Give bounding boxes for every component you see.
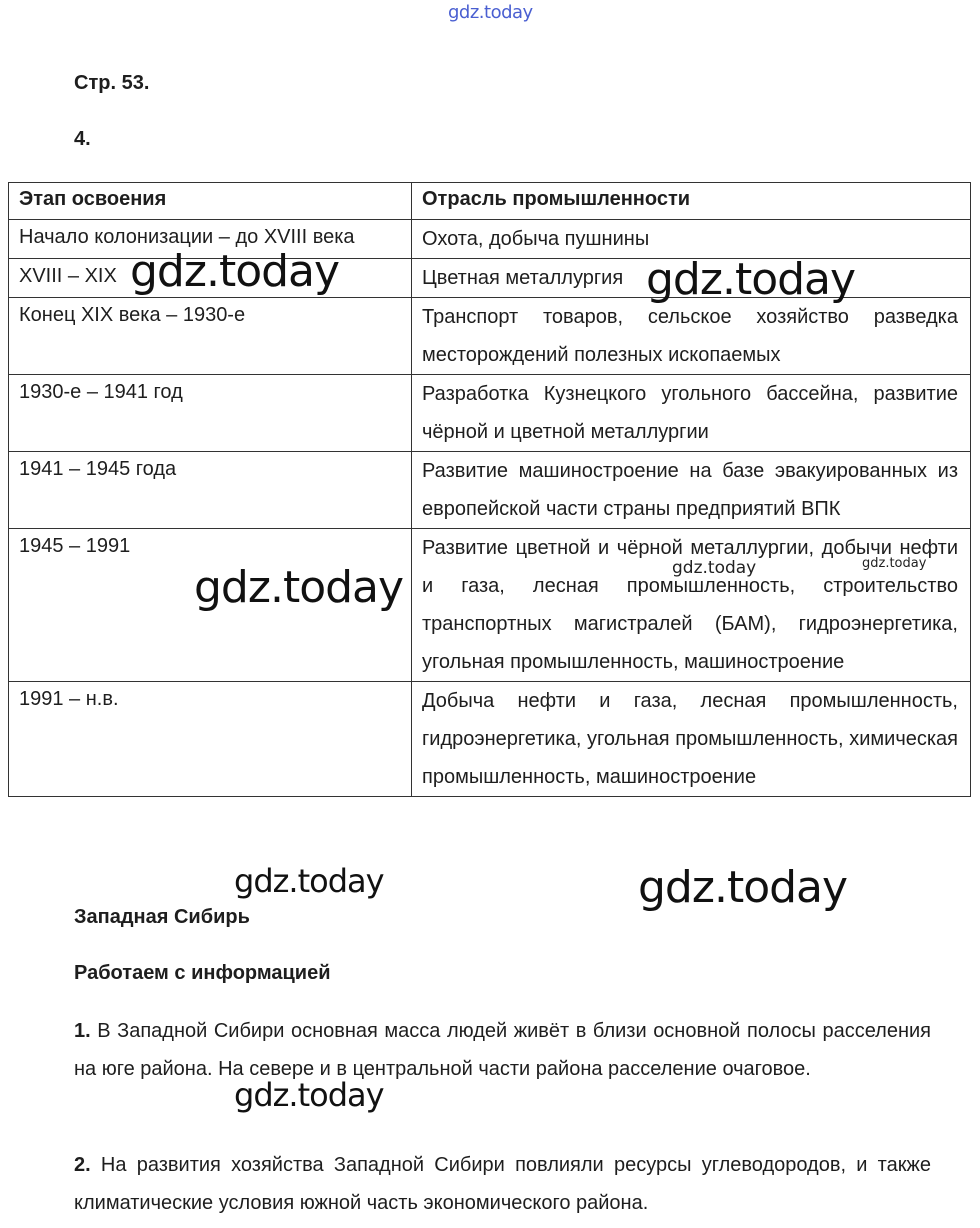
stage-cell: Начало колонизации – до XVIII века [9, 220, 412, 259]
industry-cell: Разработка Кузнецкого угольного бассейна, развитие чёрной и цветной металлургии [412, 375, 971, 452]
header-stage: Этап освоения [9, 183, 412, 220]
industry-cell: Развитие цветной и чёрной металлургии, добычи нефти и газа, лесная промышленность, строительство транспортных магистралей (БАМ), гидроэнергетика, угольная промышленность, машиностроение [412, 529, 971, 682]
watermark-small: gdz.today [862, 556, 927, 571]
table-row [9, 529, 971, 682]
table-row [9, 682, 971, 797]
watermark: gdz.today [194, 562, 404, 613]
watermark: gdz.today [234, 1076, 384, 1114]
stage-cell: 1941 – 1945 года [9, 452, 412, 529]
stage-cell: XVIII – XIX [9, 259, 412, 298]
industry-cell: Развитие машиностроение на базе эвакуированных из европейской части страны предприятий ВПК [412, 452, 971, 529]
stage-cell: 1930-е – 1941 год [9, 375, 412, 452]
task-number: 4. [74, 128, 91, 150]
table-row [9, 298, 971, 375]
answer-2 [74, 1146, 931, 1222]
stage-cell: 1945 – 1991 [9, 529, 412, 682]
stage-cell: Конец XIX века – 1930-е [9, 298, 412, 375]
watermark: gdz.today [638, 862, 848, 913]
answer-number: 1. [74, 1020, 91, 1042]
page-reference: Стр. 53. [74, 72, 150, 94]
section-title: Западная Сибирь [74, 906, 250, 928]
answer-text: В Западной Сибири основная масса людей живёт в близи основной полосы расселения на юге района. На севере и в центральной части района расселение очаговое. [74, 1020, 931, 1080]
watermark: gdz.today [646, 254, 856, 305]
industry-cell: Добыча нефти и газа, лесная промышленность, гидроэнергетика, угольная промышленность, химическая промышленность, машиностроение [412, 682, 971, 797]
watermark-top: gdz.today [448, 2, 533, 23]
watermark: gdz.today [130, 246, 340, 297]
stage-cell: 1991 – н.в. [9, 682, 412, 797]
table-row [9, 375, 971, 452]
industry-cell: Охота, добыча пушнины [412, 220, 971, 259]
industry-cell: Транспорт товаров, сельское хозяйство разведка месторождений полезных ископаемых [412, 298, 971, 375]
industry-cell: Цветная металлургия [412, 259, 971, 298]
answer-1 [74, 1012, 931, 1088]
header-industry: Отрасль промышленности [412, 183, 971, 220]
subsection-title: Работаем с информацией [74, 962, 331, 984]
answer-text: На развития хозяйства Западной Сибири повлияли ресурсы углеводородов, и также климатические условия южной часть экономического района. [74, 1154, 931, 1214]
watermark-small: gdz.today [672, 558, 757, 578]
table-row [9, 452, 971, 529]
table-header-row [9, 183, 971, 220]
watermark: gdz.today [234, 862, 384, 900]
answer-number: 2. [74, 1154, 91, 1176]
